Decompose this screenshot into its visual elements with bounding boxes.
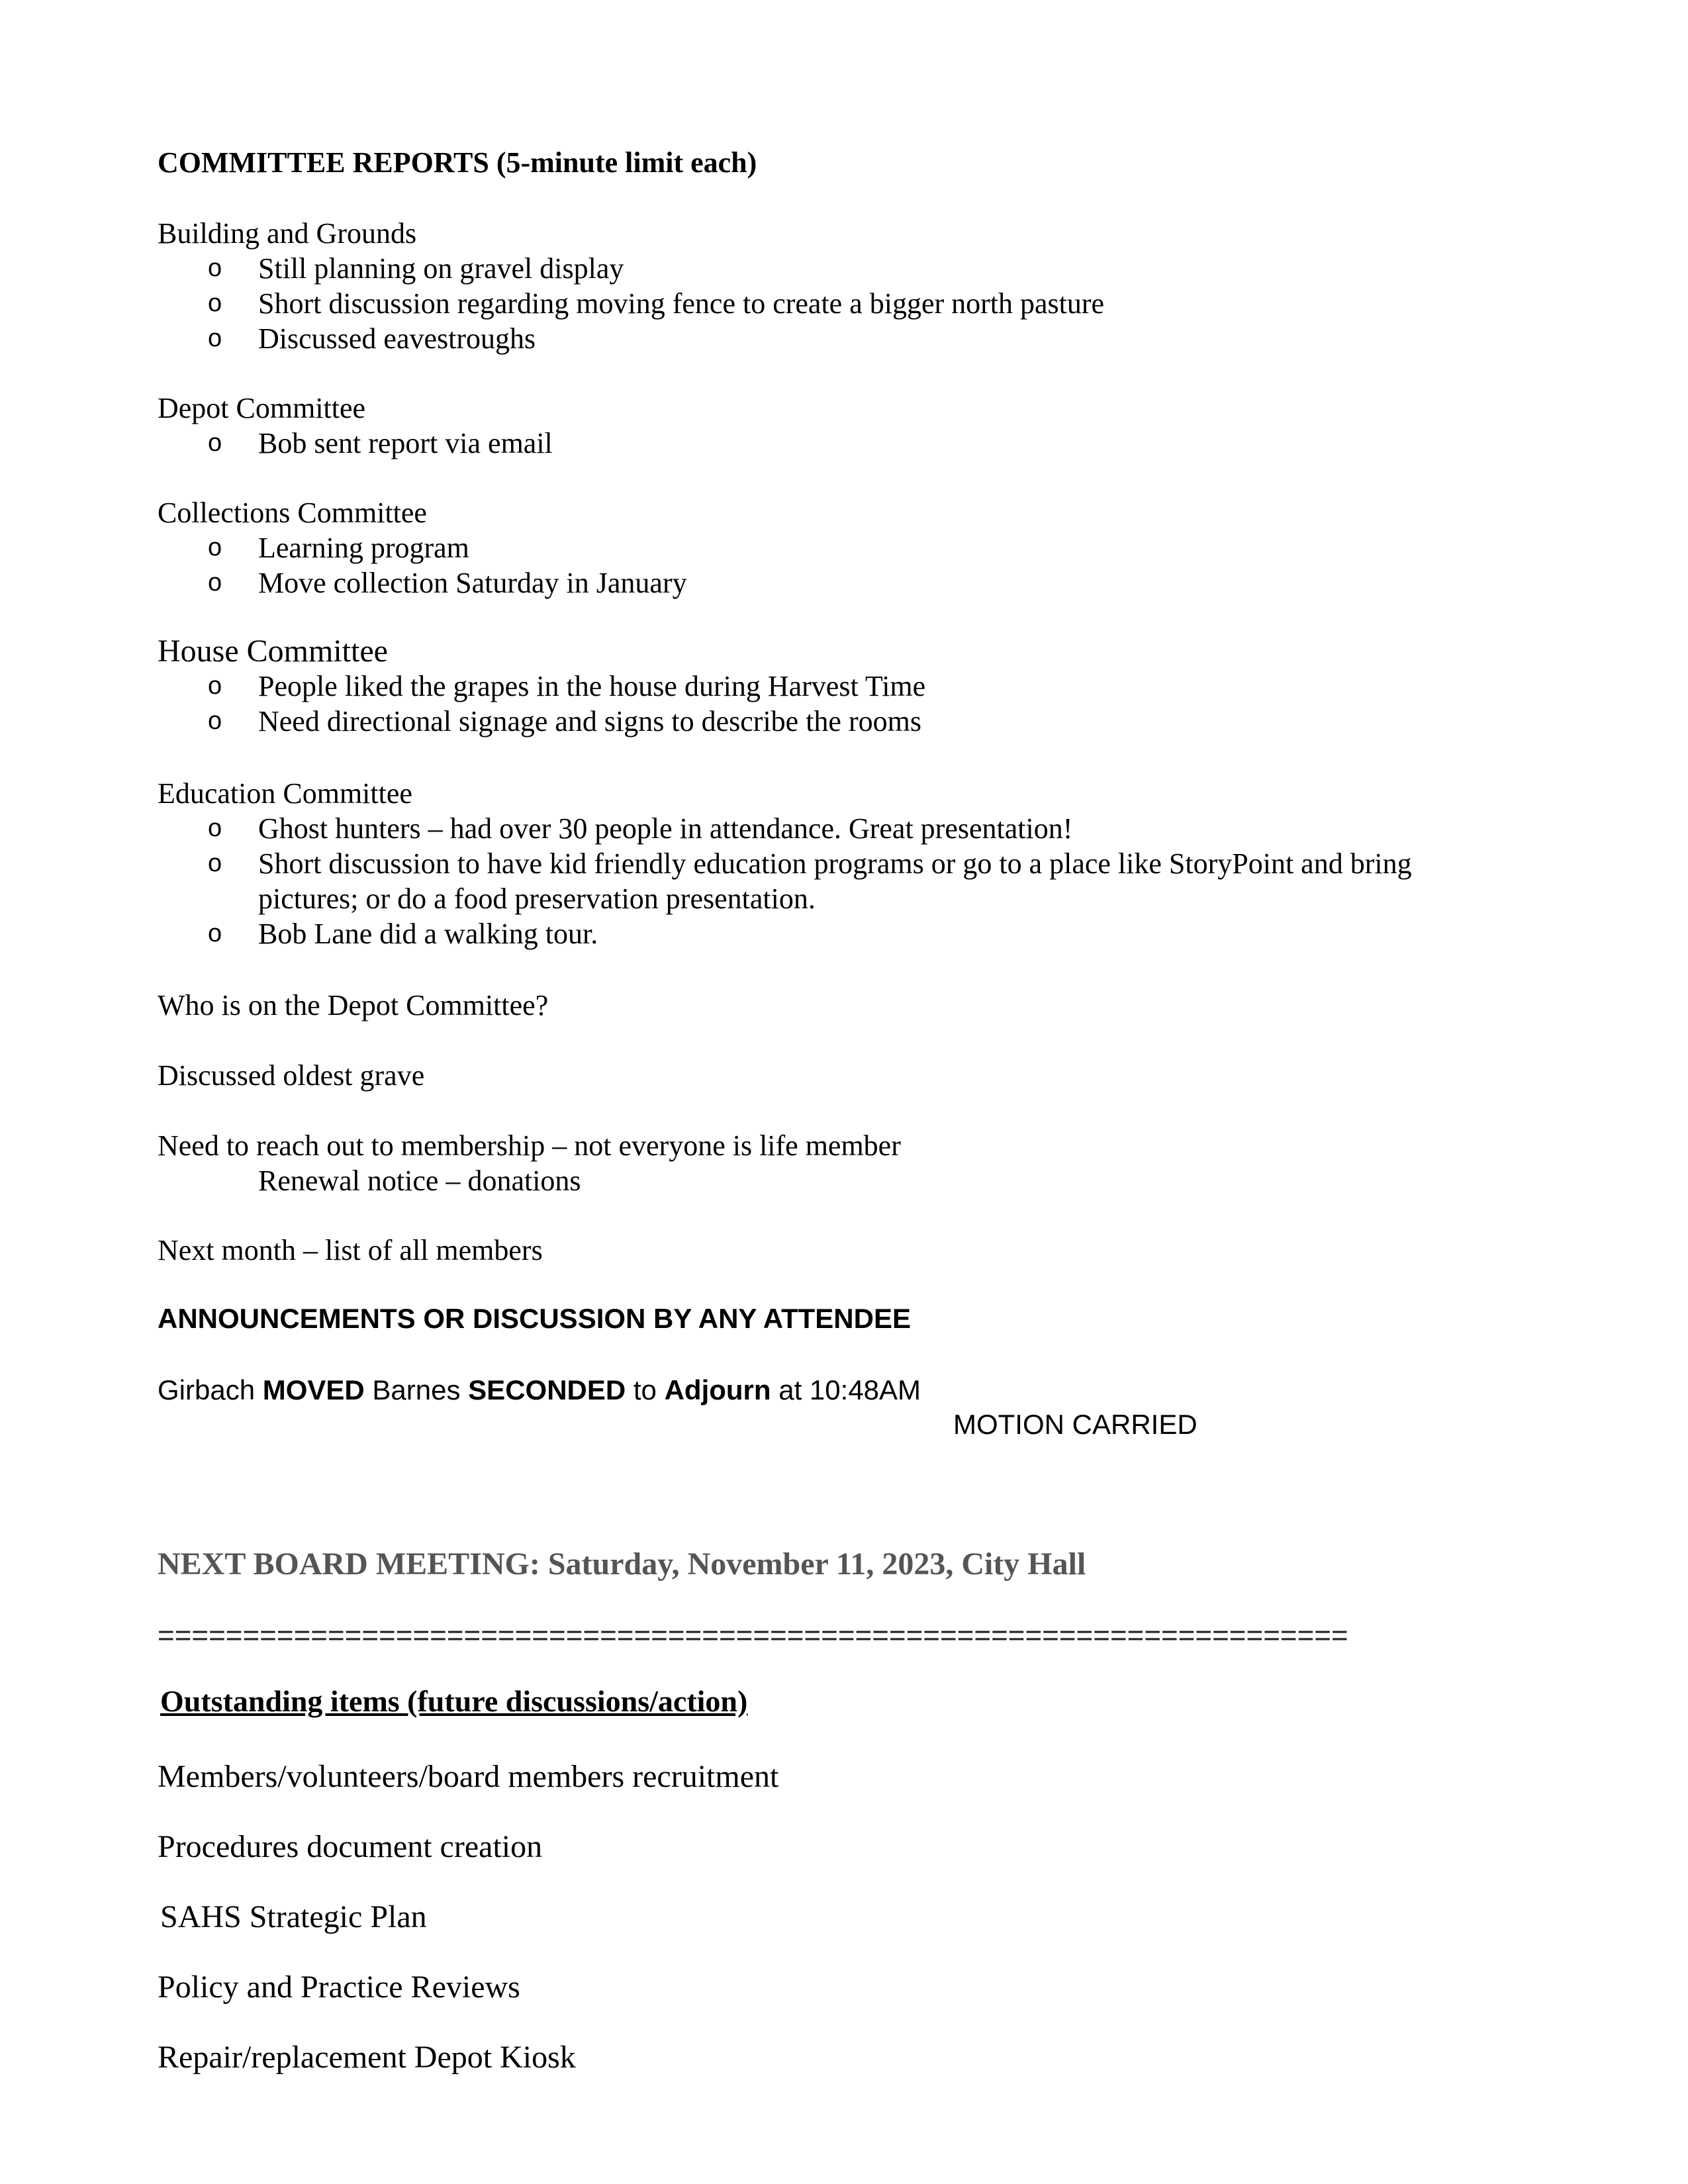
list-item: o Bob sent report via email [208,427,553,459]
section-house [158,633,925,739]
section-title: Collections Committee [158,497,427,529]
section-depot [158,391,553,461]
bullet-icon: o [208,324,222,352]
section-education [158,776,1534,951]
bullet-icon: o [208,849,222,877]
renewal-line: Renewal notice – donations [258,1164,581,1197]
bullet-icon: o [208,254,222,282]
section-collections [158,495,687,600]
outstanding-item: Repair/replacement Depot Kiosk [158,2040,576,2075]
outstanding-item: Procedures document creation [158,1829,543,1864]
outstanding-item: Policy and Practice Reviews [158,1970,520,2005]
outstanding-item: Members/volunteers/board members recruitment [158,1759,779,1794]
bullet-icon: o [208,534,222,561]
bullet-icon: o [208,707,222,735]
bullet-list [158,426,553,461]
list-item: o People liked the grapes in the house during Harvest Time [208,670,926,702]
bullet-icon: o [208,920,222,947]
adjourn-motion [158,1373,921,1407]
motion-time: at 10:48AM [778,1374,921,1405]
section-building-grounds [158,216,1104,356]
outstanding-heading: Outstanding items (future discussions/action) [160,1684,748,1718]
note-membership [158,1128,901,1198]
motion-action: Adjourn [664,1374,771,1405]
note-oldest-grave: Discussed oldest grave [158,1059,425,1092]
bullet-list [158,669,925,739]
section-divider: ====================================================================== [158,1619,1348,1652]
motion-moved: MOVED [262,1374,365,1405]
list-item: o Discussed eavestroughs [208,322,536,355]
section-title: House Committee [158,634,388,669]
list-item: o Bob Lane did a walking tour. [208,918,598,950]
list-item: o Short discussion to have kid friendly education programs or go to a place like StoryPoint and bring pictures; or do a food preservation presentation. [208,847,1412,915]
list-item: o Learning program [208,532,469,564]
bullet-list [158,811,1534,951]
bullet-list [158,530,687,600]
list-item: o Need directional signage and signs to describe the rooms [208,705,921,737]
document-page [158,0,1534,2184]
membership-line: Need to reach out to membership – not everyone is life member [158,1129,901,1162]
note-depot-question: Who is on the Depot Committee? [158,989,549,1021]
next-meeting: NEXT BOARD MEETING: Saturday, November 11, 2023, City Hall [158,1546,1086,1582]
list-item: o Still planning on gravel display [208,252,624,285]
list-item: o Ghost hunters – had over 30 people in attendance. Great presentation! [208,812,1073,845]
bullet-icon: o [208,429,222,457]
bullet-icon: o [208,289,222,317]
note-next-month: Next month – list of all members [158,1234,543,1266]
outstanding-item: SAHS Strategic Plan [160,1899,427,1934]
motion-mover: Girbach [158,1374,256,1405]
bullet-icon: o [208,672,222,700]
motion-seconder: Barnes [372,1374,461,1405]
section-title: Building and Grounds [158,217,417,250]
motion-to: to [633,1374,657,1405]
motion-seconded: SECONDED [468,1374,626,1405]
list-item: o Move collection Saturday in January [208,567,687,599]
bullet-icon: o [208,569,222,596]
list-item: o Short discussion regarding moving fence to create a bigger north pasture [208,287,1105,320]
bullet-list [158,251,1104,356]
announcements-heading: ANNOUNCEMENTS OR DISCUSSION BY ANY ATTENDEE [158,1303,911,1334]
section-title: Depot Committee [158,392,366,424]
committee-reports-heading: COMMITTEE REPORTS (5-minute limit each) [158,146,757,179]
bullet-icon: o [208,814,222,842]
section-title: Education Committee [158,777,412,810]
motion-carried: MOTION CARRIED [953,1409,1197,1440]
